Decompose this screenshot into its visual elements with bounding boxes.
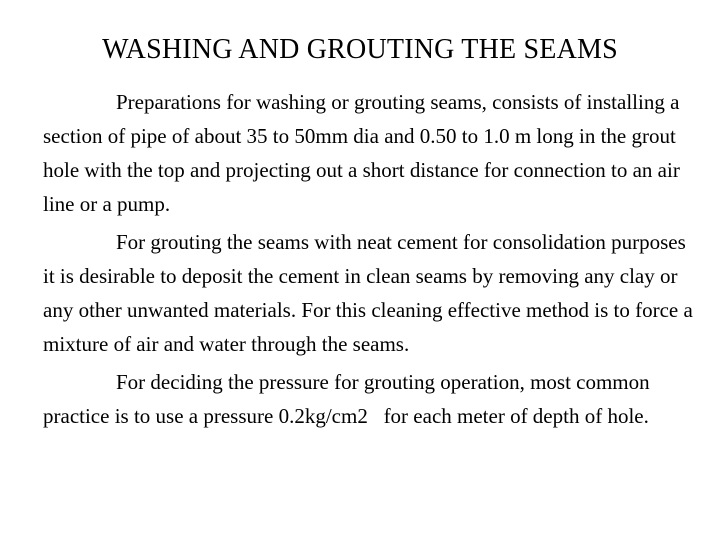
slide-title: WASHING AND GROUTING THE SEAMS	[102, 34, 618, 65]
slide-body	[43, 85, 693, 437]
paragraph-grouting-pressure: For deciding the pressure for grouting operation, most common practice is to use a pressure 0.2kg/cm2 for each meter of depth of hole.	[43, 370, 655, 428]
paragraph-preparations: Preparations for washing or grouting seams, consists of installing a section of pipe of about 35 to 50mm dia and 0.50 to 1.0 m long in the grout hole with the top and projecting out a short distance for connection to an air line or a pump.	[43, 90, 680, 216]
paragraph-cleaning-seams: For grouting the seams with neat cement for consolidation purposes it is desirable to deposit the cement in clean seams by removing any clay or any other unwanted materials. For this cleaning effective method is to force a mixture of air and water through the seams.	[43, 230, 693, 356]
